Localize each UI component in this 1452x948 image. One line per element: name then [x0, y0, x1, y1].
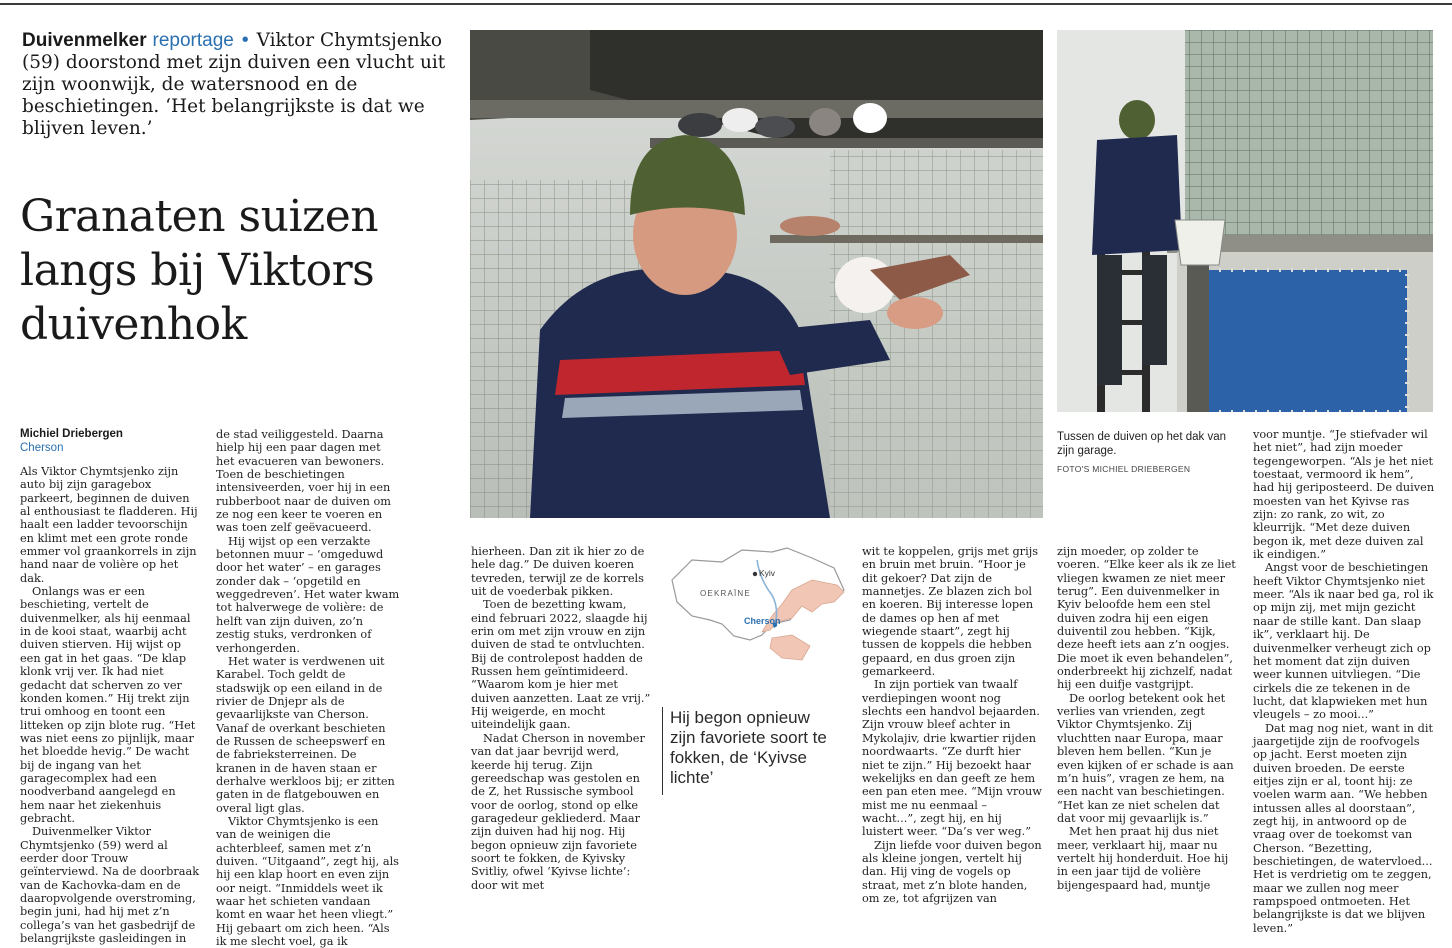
caption-text: Tussen de duiven op het dak van zijn garage. [1057, 431, 1226, 457]
photo-caption [1057, 430, 1237, 476]
paragraph: zijn moeder, op zolder te voeren. “Elke keer als ik ze liet vliegen kwamen ze niet meer terug”. Een duivenmelker in Kyiv beloofde hem een stel duiven zodra hij een eigen duiventil zou hebben. “Kijk, deze heeft iets aan z’n oogjes. Die moet ik even behandelen”, onderbreekt hij zichzelf, nadat hij een duifje vastgrijpt. [1057, 545, 1236, 692]
section-kicker: Duivenmelker [22, 30, 147, 51]
paragraph: wit te koppelen, grijs met grijs en bruin met bruin. “Hoor je dit gekoer? Dat zijn de mannetjes. Ze blazen zich bol en koeren. Bij interesse lopen de dames op hen af met wiegende staart”, zegt hij tussen de koppels die hebben gepaard, en dus groen zijn gemarkeerd. [862, 545, 1038, 679]
ukraine-map [662, 540, 852, 680]
paragraph: Met hen praat hij dus niet meer, verklaart hij, maar nu vertelt hij honderduit. Hoe hij in een jaar tijd de volière bijengespaard had, muntje [1057, 825, 1229, 892]
paragraph: Onlangs was er een beschieting, vertelt de duivenmelker, als hij eenmaal in de kooi staat, waarbij acht duiven stierven. Hij wijst op een gat in het gaas. “De klap klonk vrij ver. Ik had niet gedacht dat scherven zo ver konden komen.” Hij trekt zijn trui omhoog en toont een litteken op zijn blote rug. “Het was niet eens zo pijnlijk, maar het bloedde hevig.” De wacht bij de ingang van het garagecomplex had een noodverband aangelegd en hem naar het ziekenhuis gebracht. [20, 585, 196, 825]
paragraph: Toen de bezetting kwam, eind februari 2022, slaagde hij erin om met zijn vrouw en zijn duiven de stad te ontvluchten. Bij de controlepost hadden de Russen hem geïntimideerd. “Waarom kom je hier met duiven aanzetten. Laat ze vrij.” Hij weigerde, en mocht uiteindelijk gaan. [471, 598, 651, 732]
paragraph: hierheen. Dan zit ik hier zo de hele dag.” De duiven koeren tevreden, terwijl ze de korrels uit de voederbak pikken. [471, 545, 645, 599]
text-column-3 [471, 545, 653, 892]
photo-man-on-ladder [1057, 30, 1433, 412]
paragraph: Angst voor de beschietingen heeft Viktor Chymtsjenko niet meer. “Als ik naar bed ga, rol ik op mijn zij, met mijn gezicht naar de stille kant. Dan slaap ik”, verklaart hij. De duivenmelker verheugt zich op het moment dat zijn duiven weer kunnen uitvliegen. “Die cirkels die ze tekenen in de lucht, dat klapwieken met hun vleugels – zo mooi...” [1253, 561, 1434, 722]
text-column-6 [1253, 428, 1435, 935]
text-column-1 [20, 465, 202, 945]
byline-location: Cherson [20, 442, 64, 454]
main-photo [470, 30, 1043, 518]
second-photo [1057, 30, 1433, 412]
paragraph: Als Viktor Chymtsjenko zijn auto bij zijn garagebox parkeert, beginnen de duiven al enthousiast te fladderen. Hij haalt een ladder tevoorschijn en klimt met een grote ronde emmer vol graankorrels in zijn hand naar de volière op het dak. [20, 465, 198, 585]
map-label-country: OEKRAÏNE [700, 589, 751, 598]
paragraph: Viktor Chymtsjenko is een van de weinigen die achterbleef, samen met z’n duiven. “Uitgaand”, zegt hij, als hij een klap hoort en even zijn oor neigt. “Inmiddels weet ik waar het schieten vandaan komt en waar het heen vliegt.” Hij gebaart om zich heen. “Als ik me slecht voel, ga ik [216, 814, 399, 948]
photo-man-with-pigeon [470, 30, 1043, 518]
kyiv-marker [753, 572, 757, 576]
paragraph: Duivenmelker Viktor Chymtsjenko (59) werd al eerder door Trouw geïnterviewd. Na de doorbraak van de Kachovka-dam en de daaropvolgende overstroming, begin juni, had hij met z’n collega’s van het gasbedrijf de belangrijkste gasleidingen in [20, 825, 200, 946]
map-label-city: Cherson [744, 616, 781, 626]
paragraph: voor muntje. “Je stiefvader wil het niet”, had zijn moeder tegengeworpen. “Als je het niet toestaat, vermoord ik hem”, had hij geriposteerd. De duiven moesten van het Kyivse ras zijn: zo rank, zo wit, zo kleurrijk. “Met deze duiven begon ik, met deze duiven zal ik eindigen.” [1253, 428, 1435, 562]
top-rule [0, 3, 1452, 5]
paragraph: In zijn portiek van twaalf verdiepingen woont nog slechts een handvol bejaarden. Zijn vrouw bleef achter in Mykolajiv, drie kwartier rijden noordwaarts. “Ze durft hier niet te zijn.” Hij bezoekt haar wekelijks en dan geeft ze hem een pan eten mee. “Mijn vrouw mist me nu eenmaal – wacht...”, zegt hij, en hij luistert weer. “Da’s ver weg.” [862, 678, 1042, 839]
text-column-5 [1057, 545, 1239, 892]
paragraph: Hij wijst op een verzakte betonnen muur – ‘omgeduwd door het water’ – en garages zonder dak – ‘opgetild en weggedreven’. Het water kwam tot halverwege de volière: de helft van zijn duiven, zo’n zestig stuks, verdronken of verhongerden. [216, 534, 400, 655]
paragraph: Zijn liefde voor duiven begon als kleine jongen, vertelt hij dan. Hij ving de vogels op straat, met z’n blote handen, om ze, tot afgrijzen van [862, 838, 1042, 905]
locator-map [662, 540, 852, 680]
map-label-capital: Kyiv [759, 568, 776, 578]
pull-quote: Hij begon opnieuw zijn favoriete soort te fokken, de ‘Kyivse lichte’ [670, 708, 827, 787]
text-column-4 [862, 545, 1044, 905]
headline: Granaten suizen langs bij Viktors duivenhok [20, 191, 379, 350]
separator-dot: • [239, 30, 251, 51]
quote-rule [662, 707, 663, 795]
intro-text: Viktor Chymtsjenko (59) doorstond met zijn duiven een vlucht uit zijn woonwijk, de watersnood en de beschietingen. ‘Het belangrijkste is dat we blijven leven.’ [22, 30, 446, 139]
paragraph: De oorlog betekent ook het verlies van vrienden, zegt Viktor Chymtsjenko. Zij vluchtten naar Europa, maar bleven hem bellen. “Kun je even kijken of er schade is aan m’n huis”, vragen ze hem, na een nacht van beschietingen. “Het kan ze niet schelen dat dat voor mij gevaarlijk is.” [1057, 691, 1234, 825]
paragraph: Dat mag nog niet, want in dit jaargetijde zijn de roofvogels op jacht. Eerst moeten zijn duiven broeden. De eerste eitjes zijn er al, toont hij: ze voelen warm aan. “We hebben intussen alles al doorstaan”, zegt hij, in antwoord op de vraag over de toekomst van Cherson. “Bezetting, beschietingen, de watervloed... Het is verdrietig om te zeggen, maar we zullen nog meer rampspoed ontmoeten. Het belangrijkste is dat we blijven leven.” [1253, 721, 1434, 935]
text-column-2 [216, 428, 400, 948]
photo-credit: FOTO'S MICHIEL DRIEBERGEN [1057, 464, 1191, 474]
paragraph: Het water is verdwenen uit Karabel. Toch geldt de stadswijk op een eiland in de rivier de Dnjepr als de gevaarlijkste van Cherson. Vanaf de overkant beschieten de Russen de scheepswerf en de fabrieksterreinen. De kranen in de haven staan er derhalve werkloos bij; er zitten gaten in de flatgebouwen en overal ligt glas. [216, 654, 395, 815]
intro-standfirst [22, 30, 452, 140]
byline-author: Michiel Driebergen [20, 428, 123, 440]
paragraph: de stad veiliggesteld. Daarna hielp hij een paar dagen met het evacueren van bewoners. Toen de beschietingen intensiveerden, voer hij in een rubberboot naar de duiven om ze nog een keer te voeren en was toen zelf geëvacueerd. [216, 428, 392, 535]
article-type: reportage [152, 30, 234, 51]
paragraph: Nadat Cherson in november van dat jaar bevrijd werd, keerde hij terug. Zijn gereedschap was gestolen en de Z, het Russische symbool voor de oorlog, stond op elke garagedeur gekliederd. Maar zijn duiven had hij nog. Hij begon opnieuw zijn favoriete soort te fokken, de Kyivsky Svitliy, ofwel ‘Kyivse lichte’: door wit met [471, 731, 645, 892]
